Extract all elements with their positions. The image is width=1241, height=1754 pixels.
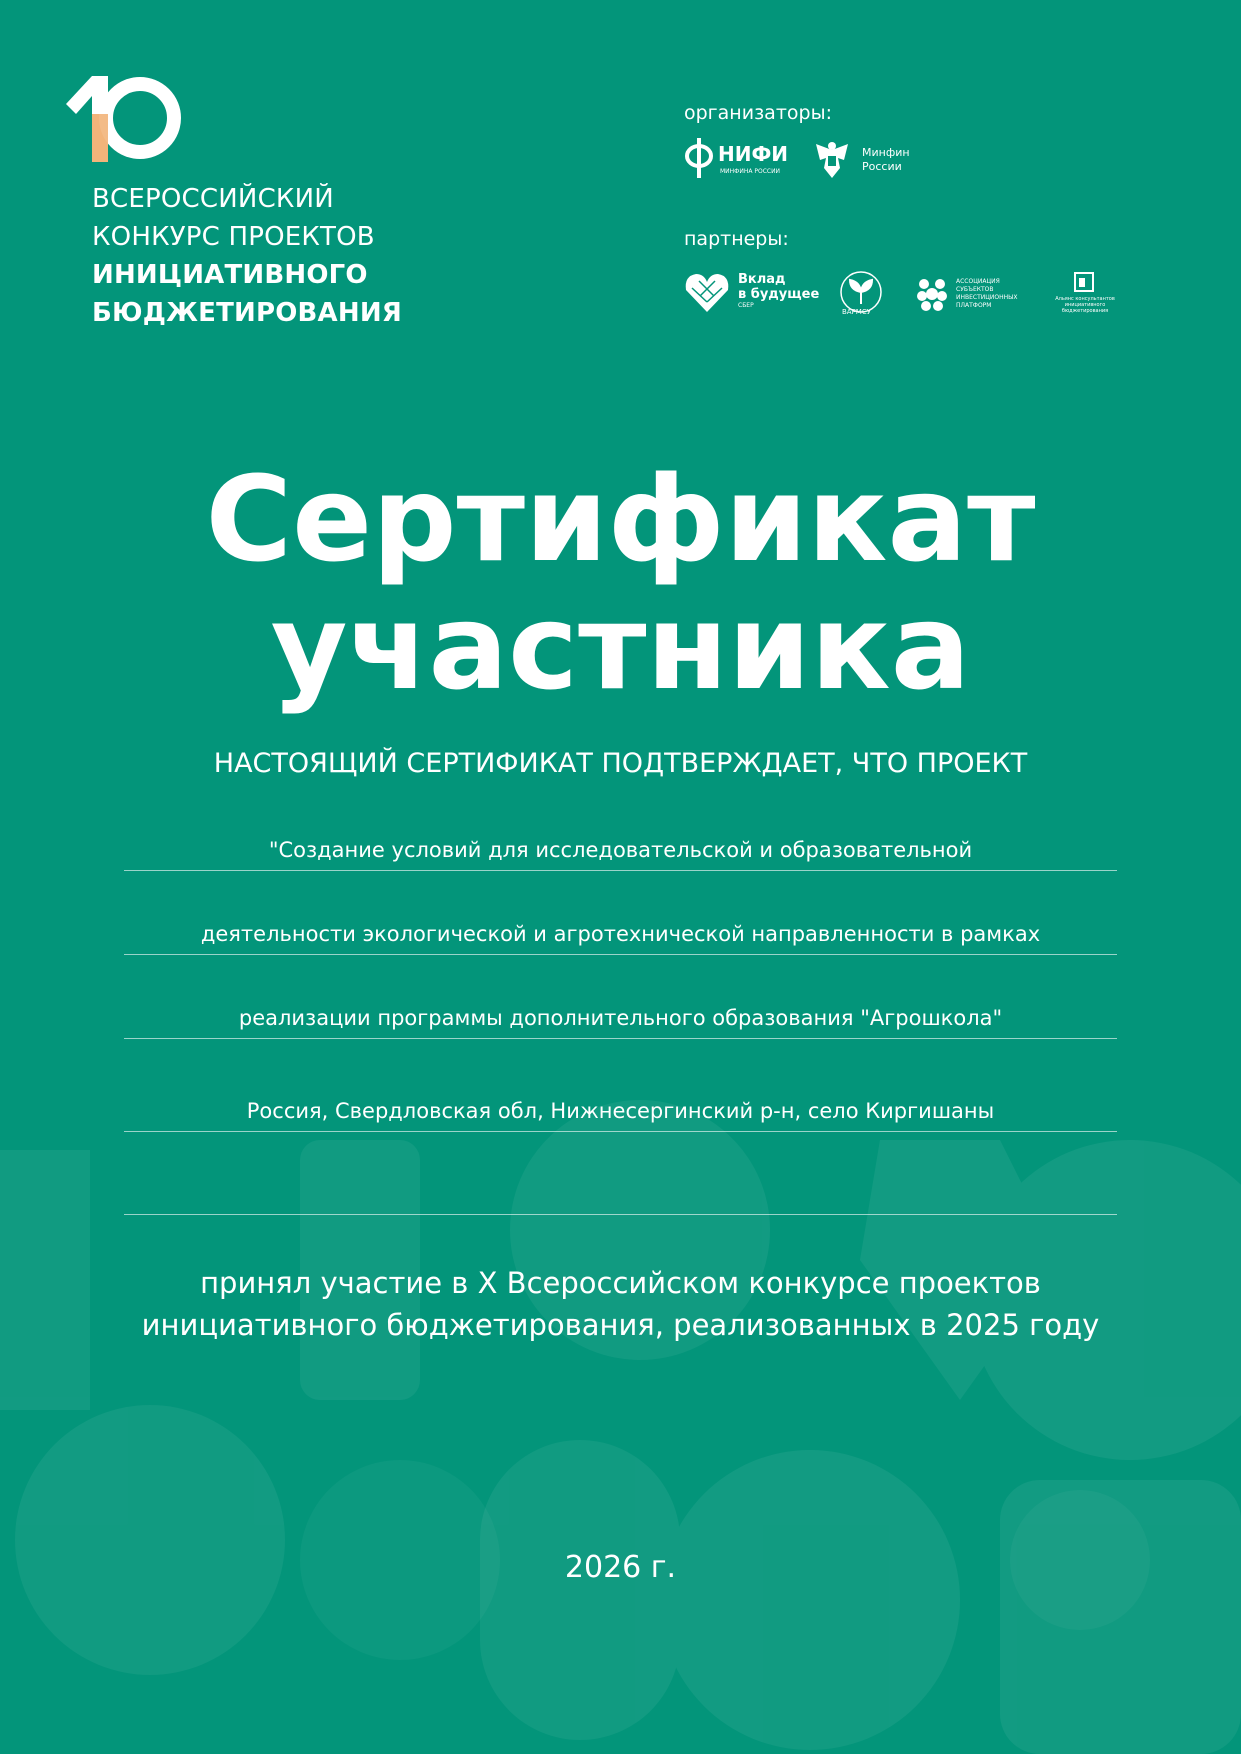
assoc-text [956,278,1018,310]
project-location-line: Россия, Свердловская обл, Нижнесергинский р-н, село Киргишаны [124,1091,1117,1132]
minfin-line-2: России [862,160,902,173]
organizers-label: организаторы: [684,102,832,124]
certificate-title [0,450,1241,716]
phi-icon [684,138,714,178]
logo-line-3: ИНИЦИАТИВНОГО [92,260,368,290]
vklad-line-3: СБЕР [738,302,754,309]
project-line-2: деятельности экологической и агротехнической направленности в рамках [124,914,1117,955]
eagle-emblem-icon [812,138,852,180]
varmsu-name: ВАРМСУ [842,308,872,316]
certificate-subtitle: НАСТОЯЩИЙ СЕРТИФИКАТ ПОДТВЕРЖДАЕТ, ЧТО ПРОЕКТ [213,748,1028,779]
jubilee-10-logo [64,74,184,164]
logo-line-1: ВСЕРОССИЙСКИЙ [92,184,334,214]
vklad-line-2: в будущее [738,287,820,302]
assoc-line-2: СУБЪЕКТОВ [956,286,994,293]
title-line-1: Сертификат [205,450,1036,588]
participation-line-2: инициативного бюджетирования, реализованных в 2025 году [141,1308,1100,1342]
logo-line-2: КОНКУРС ПРОЕКТОВ [92,222,375,252]
title-line-2: участника [270,578,971,716]
puzzle-icon [914,276,950,312]
assoc-line-1: АССОЦИАЦИЯ [956,278,1000,285]
alliance-line-2: инициативного [1064,302,1106,308]
minfin-text [862,146,910,174]
vklad-line-1: Вклад [738,272,786,287]
contest-logo-text [92,180,402,332]
vklad-text [738,272,819,310]
project-line-1: "Создание условий для исследовательской и образовательной [124,830,1117,871]
minfin-line-1: Минфин [862,146,910,159]
nifi-name: НИФИ [718,142,789,166]
partners-label: партнеры: [684,228,789,250]
certificate-year: 2026 г. [564,1550,677,1585]
logo-line-4: БЮДЖЕТИРОВАНИЯ [92,298,403,328]
project-line-3: реализации программы дополнительного образования "Агрошкола" [124,998,1117,1039]
participation-line-1: принял участие в X Всероссийском конкурсе проектов [200,1266,1041,1300]
alliance-line-3: бюджетирования [1061,308,1109,314]
assoc-line-3: ИНВЕСТИЦИОННЫХ [956,294,1018,301]
square-logo-icon [1074,272,1094,294]
alliance-text [1040,296,1130,314]
assoc-line-4: ПЛАТФОРМ [956,302,992,309]
participation-text [0,1262,1241,1346]
heart-pattern-icon [684,272,730,314]
empty-underline [124,1214,1117,1215]
alliance-line-1: Альянс консультантов [1055,296,1115,302]
nifi-sub: МИНФИНА РОССИИ [720,168,781,175]
